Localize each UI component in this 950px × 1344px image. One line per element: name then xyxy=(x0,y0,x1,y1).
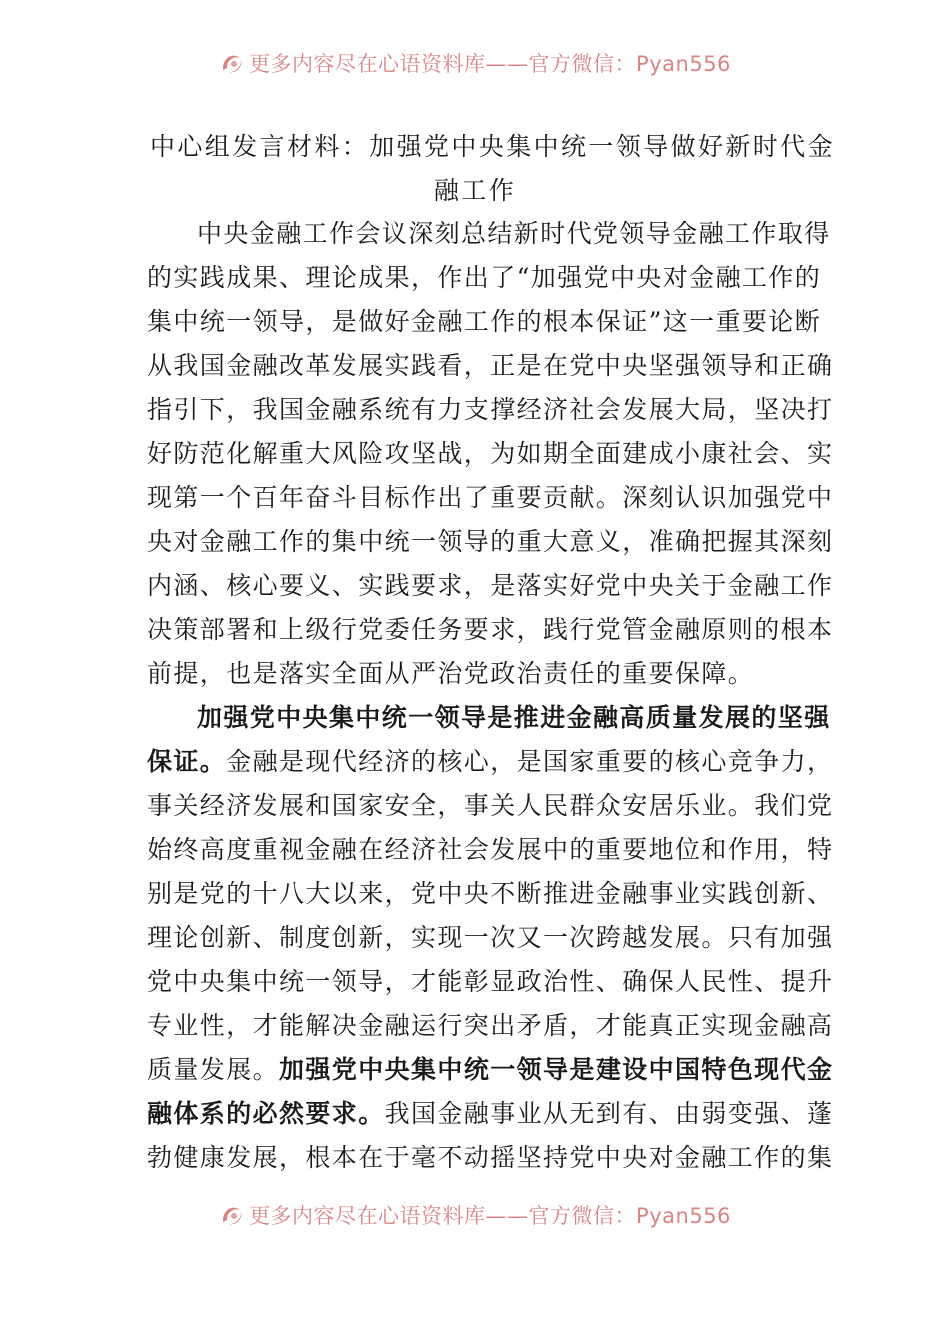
bold-heading: 融体系的必然要求。 xyxy=(147,1099,385,1128)
body-line: 质量发展。加强党中央集中统一领导是建设中国特色现代金 xyxy=(147,1055,834,1084)
body-line: 事关经济发展和国家安全，事关人民群众安居乐业。我们党 xyxy=(147,791,834,820)
body-line: 指引下，我国金融系统有力支撑经济社会发展大局，坚决打 xyxy=(147,395,834,424)
bold-heading: 加强党中央集中统一领导是建设中国特色现代金 xyxy=(279,1055,834,1084)
watermark-top xyxy=(0,52,950,92)
body-line: 内涵、核心要义、实践要求，是落实好党中央关于金融工作 xyxy=(147,571,834,600)
body-line: 央对金融工作的集中统一领导的重大意义，准确把握其深刻 xyxy=(147,527,834,556)
watermark-bottom xyxy=(0,1204,950,1244)
document-title-line-1: 中心组发言材料：加强党中央集中统一领导做好新时代金 xyxy=(150,132,836,161)
bold-heading: 加强党中央集中统一领导是推进金融高质量发展的坚强 xyxy=(197,703,831,732)
body-line: 中央金融工作会议深刻总结新时代党领导金融工作取得 xyxy=(197,219,831,248)
body-line: 别是党的十八大以来，党中央不断推进金融事业实践创新、 xyxy=(147,879,834,908)
body-line-heading xyxy=(197,696,831,740)
brand-logo-icon xyxy=(219,52,245,76)
body-line: 始终高度重视金融在经济社会发展中的重要地位和作用，特 xyxy=(147,835,834,864)
watermark-text: 更多内容尽在心语资料库——官方微信：Pyan556 xyxy=(249,52,731,76)
body-line: 勃健康发展，根本在于毫不动摇坚持党中央对金融工作的集 xyxy=(147,1143,834,1172)
body-line: 融体系的必然要求。我国金融事业从无到有、由弱变强、蓬 xyxy=(147,1099,834,1128)
body-line: 从我国金融改革发展实践看，正是在党中央坚强领导和正确 xyxy=(147,351,834,380)
body-line: 的实践成果、理论成果，作出了“加强党中央对金融工作的 xyxy=(147,263,822,292)
watermark-text: 更多内容尽在心语资料库——官方微信：Pyan556 xyxy=(249,1204,731,1228)
bold-heading: 保证。 xyxy=(147,747,227,776)
body-line: 保证。金融是现代经济的核心，是国家重要的核心竞争力， xyxy=(147,747,834,776)
brand-logo-icon xyxy=(219,1204,245,1228)
body-line: 党中央集中统一领导，才能彰显政治性、确保人民性、提升 xyxy=(147,967,834,996)
body-line: 现第一个百年奋斗目标作出了重要贡献。深刻认识加强党中 xyxy=(147,483,834,512)
body-line: 专业性，才能解决金融运行突出矛盾，才能真正实现金融高 xyxy=(147,1011,834,1040)
document-title-line-2: 融工作 xyxy=(433,176,517,205)
body-line: 前提，也是落实全面从严治党政治责任的重要保障。 xyxy=(147,659,755,688)
body-line: 好防范化解重大风险攻坚战，为如期全面建成小康社会、实 xyxy=(147,439,834,468)
body-line: 理论创新、制度创新，实现一次又一次跨越发展。只有加强 xyxy=(147,923,834,952)
body-line: 决策部署和上级行党委任务要求，践行党管金融原则的根本 xyxy=(147,615,834,644)
body-line: 集中统一领导，是做好金融工作的根本保证”这一重要论断 xyxy=(147,307,822,336)
